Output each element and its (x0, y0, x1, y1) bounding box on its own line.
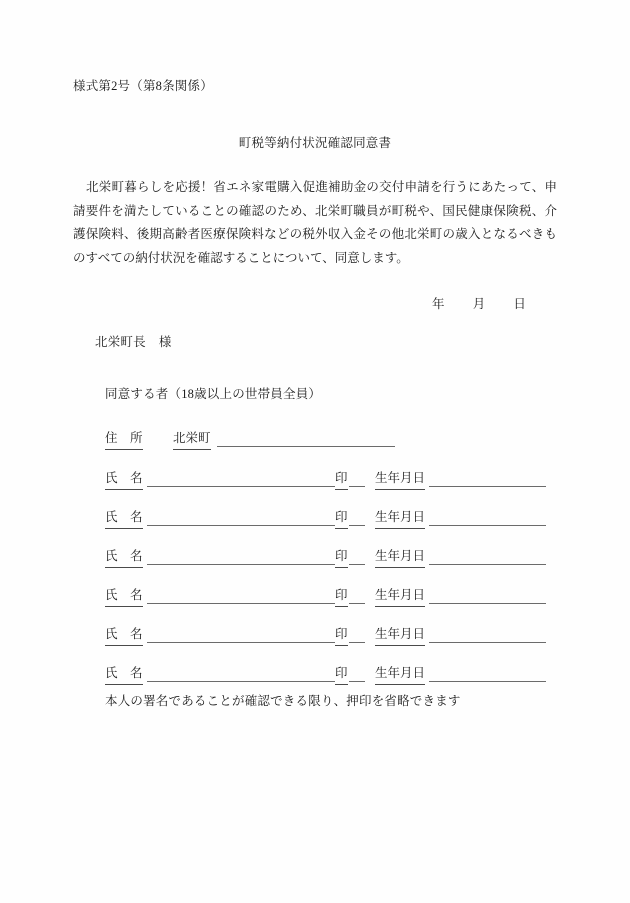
addressee-name: 北栄町長 (95, 335, 146, 349)
seal-label: 印 (335, 663, 348, 685)
seal-input-rule[interactable] (349, 486, 365, 487)
consent-heading: 同意する者（18歳以上の世帯員全員） (105, 387, 322, 401)
document-title: 町税等納付状況確認同意書 (238, 136, 392, 150)
date-month-label: 月 (472, 297, 486, 311)
seal-label: 印 (335, 546, 348, 568)
date-year-label: 年 (432, 297, 445, 311)
seal-label: 印 (335, 507, 348, 529)
birthdate-label: 生年月日 (375, 546, 425, 568)
seal-input-rule[interactable] (349, 681, 365, 682)
seal-input-rule[interactable] (349, 525, 365, 526)
name-input-rule[interactable] (147, 564, 335, 565)
seal-input-rule[interactable] (349, 564, 365, 565)
seal-label: 印 (335, 624, 348, 646)
seal-input-rule[interactable] (349, 642, 365, 643)
birthdate-label: 生年月日 (375, 624, 425, 646)
birthdate-input-rule[interactable] (429, 603, 546, 604)
name-label: 氏 名 (105, 546, 143, 568)
address-input-rule[interactable] (217, 446, 395, 447)
name-label: 氏 名 (105, 585, 143, 607)
name-input-rule[interactable] (147, 525, 335, 526)
birthdate-label: 生年月日 (375, 585, 425, 607)
birthdate-label: 生年月日 (375, 663, 425, 685)
name-label: 氏 名 (105, 507, 143, 529)
address-label: 住 所 (105, 428, 143, 450)
birthdate-input-rule[interactable] (429, 525, 546, 526)
date-day-label: 日 (513, 297, 527, 311)
name-label: 氏 名 (105, 468, 143, 490)
footer-note: 本人の署名であることが確認できる限り、押印を省略できます (105, 694, 461, 708)
seal-label: 印 (335, 468, 348, 490)
addressee (95, 336, 172, 349)
name-input-rule[interactable] (147, 681, 335, 682)
name-input-rule[interactable] (147, 486, 335, 487)
body-paragraph: 北栄町暮らしを応援！省エネ家電購入促進補助金の交付申請を行うにあたって、申請要件を満たしていることの確認のため、北栄町職員が町税や、国民健康保険税、介護保険料、後期高齢者医療保険料などの税外収入金その他北栄町の歳入となるべきものすべての納付状況を確認することについて、同意します。 (73, 180, 557, 265)
form-number: 様式第2号（第8条関係） (73, 79, 213, 93)
birthdate-input-rule[interactable] (429, 642, 546, 643)
birthdate-input-rule[interactable] (429, 681, 546, 682)
seal-label: 印 (335, 585, 348, 607)
seal-input-rule[interactable] (349, 603, 365, 604)
birthdate-label: 生年月日 (375, 468, 425, 490)
name-input-rule[interactable] (147, 603, 335, 604)
birthdate-input-rule[interactable] (429, 486, 546, 487)
birthdate-input-rule[interactable] (429, 564, 546, 565)
birthdate-label: 生年月日 (375, 507, 425, 529)
date-line (432, 298, 526, 311)
name-label: 氏 名 (105, 663, 143, 685)
address-prefilled-town: 北栄町 (173, 428, 211, 450)
addressee-honorific: 様 (158, 335, 172, 349)
name-input-rule[interactable] (147, 642, 335, 643)
name-label: 氏 名 (105, 624, 143, 646)
